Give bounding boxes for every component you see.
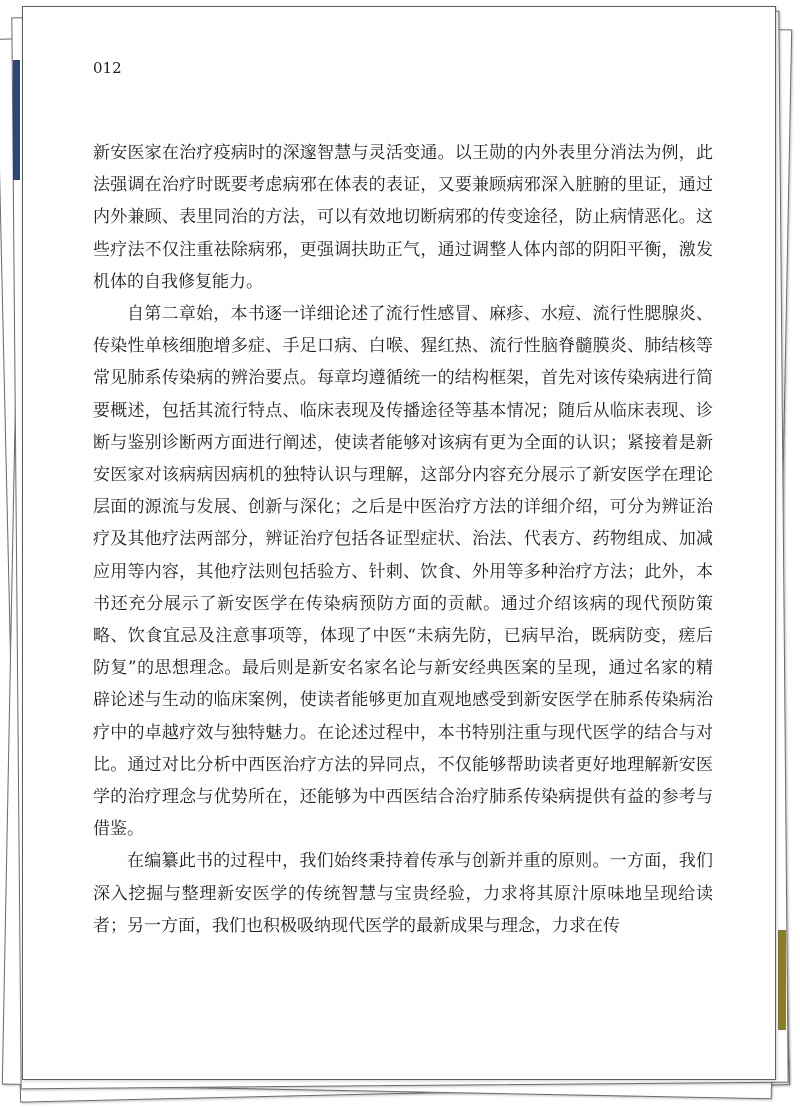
cover-edge-strip (13, 60, 20, 180)
page-number: 012 (93, 59, 122, 77)
paragraph-2: 自第二章始，本书逐一详细论述了流行性感冒、麻疹、水痘、流行性腮腺炎、传染性单核细胞增多症、手足口病、白喉、猩红热、流行性脑脊髓膜炎、肺结核等常见肺系传染病的辨治要点。每章均遵循统一的结构框架，首先对该传染病进行简要概述，包括其流行特点、临床表现及传播途径等基本情况；随后从临床表现、诊断与鉴别诊断两方面进行阐述，使读者能够对该病有更为全面的认识；紧接着是新安医家对该病病因病机的独特认识与理解，这部分内容充分展示了新安医学在理论层面的源流与发展、创新与深化；之后是中医治疗方法的详细介绍，可分为辨证治疗及其他疗法两部分，辨证治疗包括各证型症状、治法、代表方、药物组成、加减应用等内容，其他疗法则包括验方、针刺、饮食、外用等多种治疗方法；此外，本书还充分展示了新安医学在传染病预防方面的贡献。通过介绍该病的现代预防策略、饮食宜忌及注意事项等，体现了中医“未病先防，已病早治，既病防变，瘥后防复”的思想理念。最后则是新安名家名论与新安经典医案的呈现，通过名家的精辟论述与生动的临床案例，使读者能够更加直观地感受到新安医学在肺系传染病治疗中的卓越疗效与独特魅力。在论述过程中，本书特别注重与现代医学的结合与对比。通过对比分析中西医治疗方法的异同点，不仅能够帮助读者更好地理解新安医学的治疗理念与优势所在，还能够为中西医结合治疗肺系传染病提供有益的参考与借鉴。 (93, 304, 713, 840)
paragraph-3: 在编纂此书的过程中，我们始终秉持着传承与创新并重的原则。一方面，我们深入挖掘与整理新安医学的传统智慧与宝贵经验，力求将其原汁原味地呈现给读者；另一方面，我们也积极吸纳现代医学的最新成果与理念，力求在传 (93, 851, 713, 936)
paragraph-1: 新安医家在治疗疫病时的深邃智慧与灵活变通。以王勋的内外表里分消法为例，此法强调在治疗时既要考虑病邪在体表的表证，又要兼顾病邪深入脏腑的里证，通过内外兼顾、表里同治的方法，可以有效地切断病邪的传变途径，防止病情恶化。这些疗法不仅注重祛除病邪，更强调扶助正气，通过调整人体内部的阴阳平衡，激发机体的自我修复能力。 (93, 143, 713, 292)
book-page (22, 6, 776, 1080)
cover-edge-strip (778, 930, 786, 1030)
body-text (93, 137, 713, 942)
